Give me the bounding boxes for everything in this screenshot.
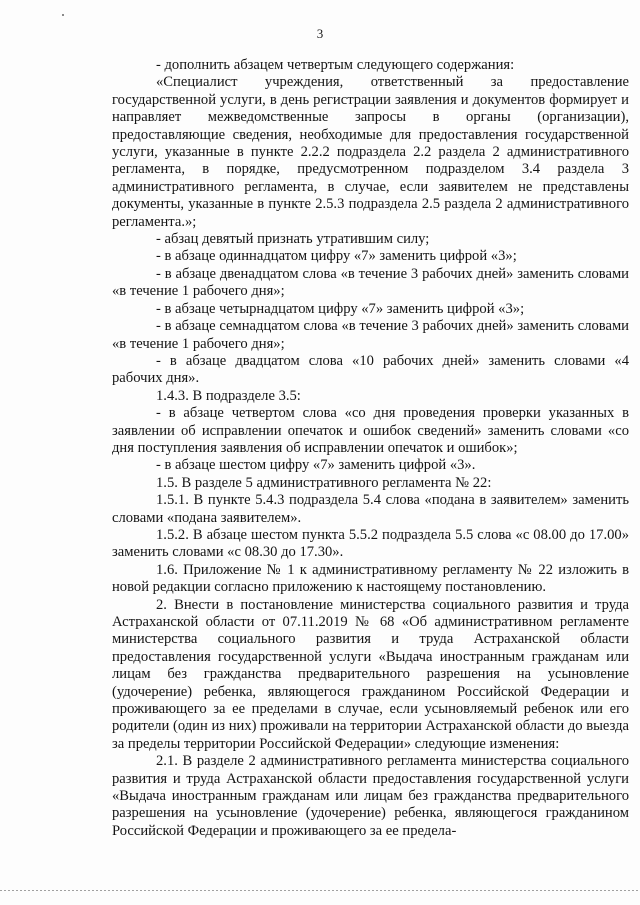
paragraph-quoted-specialist: «Специалист учреждения, ответственный за предоставление государственной услуги, в день регистрации заявления и документов формирует и направляет межведомственные запросы в органы (организации), предоставляющие сведения, необходимые для предоставления государственной услуги, указанные в пункте 2.2.2 подраздела 2.2 раздела 2 административного регламента, в порядке, предусмотренном подразделом 3.4 раздела 3 административного регламента, в случае, если заявителем не представлены документы, указанные в пункте 2.5.3 подраздела 2.5 раздела 2 административного регламента.»; [112,74,629,230]
scan-bottom-edge [0,890,640,891]
paragraph-2-1: 2.1. В разделе 2 административного регламента министерства социального развития и труда Астраханской области предоставления государственной услуги «Выдача иностранным гражданам или лицам без гражданства предварительного разрешения на усыновление (удочерение) ребенка, являющегося гражданином Российской Федерации и проживающего за ее предела- [112,753,629,839]
paragraph-fourth-abzac-change: - в абзаце четвертом слова «со дня проведения проверки указанных в заявлении об исправлении опечаток и ошибок сведений» заменить словами «со дня поступления заявления об исправлении опечаток и ошибок»; [112,405,629,456]
paragraph-sixth-abzac-change: - в абзаце шестом цифру «7» заменить цифрой «3». [156,457,476,474]
paragraph-1-6: 1.6. Приложение № 1 к административному регламенту № 22 изложить в новой редакции согласно приложению к настоящему постановлению. [112,561,629,596]
paragraph-add-fourth-abzac: - дополнить абзацем четвертым следующего содержания: [156,57,515,73]
page-number: 3 [316,26,324,41]
paragraph-1-5-2: 1.5.2. В абзаце шестом пункта 5.5.2 подраздела 5.5 слова «с 08.00 до 17.00» заменить словами «с 08.30 до 17.30». [112,526,629,561]
paragraph-1-4-3: 1.4.3. В подразделе 3.5: [156,387,301,404]
paragraph-eleventh: - в абзаце одиннадцатом цифру «7» заменить цифрой «3»; [156,248,517,265]
scan-speck [62,14,64,16]
paragraph-twelfth: - в абзаце двенадцатом слова «в течение 3 рабочих дней» заменить словами «в течение 1 рабочего дня»; [112,265,629,300]
paragraph-twentieth: - в абзаце двадцатом слова «10 рабочих дней» заменить словами «4 рабочих дня». [112,352,629,387]
paragraph-seventeenth: - в абзаце семнадцатом слова «в течение 3 рабочих дней» заменить словами «в течение 1 рабочего дня»; [112,318,629,352]
paragraph-2: 2. Внести в постановление министерства социального развития и труда Астраханской области от 07.11.2019 № 68 «Об административном регламенте министерства социального развития и труда Астраханской области предоставления государственной услуги «Выдача иностранным гражданам или лицам без гражданства предварительного разрешения на усыновление (удочерение) ребенка, являющегося гражданином Российской Федерации и проживающего за ее пределами в случае, если усыновляемый ребенок или его родители (один из них) проживали на территории Астраханской области до выезда за пределы территории Российской Федерации» следующие изменения: [112,596,629,752]
document-body [112,57,629,840]
paragraph-ninth-void: - абзац девятый признать утратившим силу; [156,231,430,248]
paragraph-1-5-1: 1.5.1. В пункте 5.4.3 подраздела 5.4 слова «подана в заявителем» заменить словами «подана заявителем». [112,492,629,526]
paragraph-fourteenth: - в абзаце четырнадцатом цифру «7» заменить цифрой «3»; [156,300,525,317]
paragraph-1-5: 1.5. В разделе 5 административного регламента № 22: [156,474,492,491]
